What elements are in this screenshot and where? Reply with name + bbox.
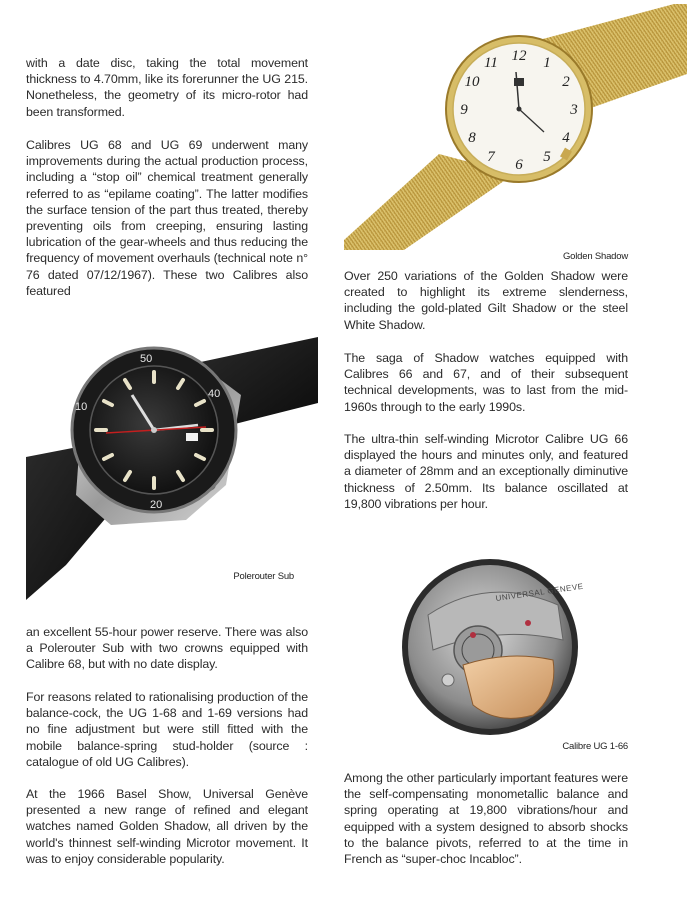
svg-text:40: 40 (208, 388, 221, 400)
right-paragraph-3: The ultra-thin self-winding Microtor Calibre UG 66 displayed the hours and minutes only, and featured a diameter of 28mm and an exceptionally diminutive thickness of 2.50mm. Its balance oscillated at 19,800 vibrations per hour. (344, 432, 628, 511)
right-paragraph-2: The saga of Shadow watches equipped with Calibres 66 and 67, and of their subsequent technical developments, was to last from the mid-1960s through to the early 1990s. (344, 351, 628, 414)
left-paragraph-4: For reasons related to rationalising production of the balance-cock, the UG 1-68 and 1-69 versions had no fine adjustment but were still fitted with the mobile balance-spring stud-holder (source : catalogue of old UG Calibres). (26, 690, 308, 769)
left-paragraph-3: an excellent 55-hour power reserve. There was also a Polerouter Sub with two crowns equipped with Calibre 68, but with no date display. (26, 625, 308, 672)
golden-shadow-photo (344, 4, 687, 250)
svg-text:7: 7 (487, 149, 495, 165)
right-paragraph-4: Among the other particularly important features were the self-compensating monometallic balance and spring operating at 19,800 vibrations/hour and equipped with a system designed to absorb shocks to the balance pivots, referred to at the time in French as “super-choc Incabloc”. (344, 771, 628, 867)
svg-text:8: 8 (468, 130, 476, 146)
polerouter-caption: Polerouter Sub (233, 571, 294, 582)
right-paragraph-1: Over 250 variations of the Golden Shadow were created to highlight its extreme slenderness, including the gold-plated Gilt Shadow or the steel White Shadow. (344, 269, 628, 332)
calibre-caption: Calibre UG 1-66 (562, 741, 628, 752)
golden-shadow-caption: Golden Shadow (562, 251, 628, 262)
left-paragraph-5: At the 1966 Basel Show, Universal Genève presented a new range of refined and elegant watches named Golden Shadow, all driven by the world's thinnest self-winding Microtor movement. It was to enjoy considerable popularity. (26, 787, 308, 866)
svg-text:5: 5 (543, 149, 551, 165)
svg-text:20: 20 (150, 499, 163, 511)
calibre-movement-photo (388, 555, 593, 737)
svg-text:12: 12 (511, 48, 527, 64)
svg-text:4: 4 (562, 130, 570, 146)
svg-text:2: 2 (562, 74, 570, 90)
svg-text:10: 10 (75, 401, 88, 413)
left-paragraph-1: with a date disc, taking the total movement thickness to 4.70mm, like its forerunner the UG 215. Nonetheless, the geometry of its micro-rotor had been transformed. (26, 56, 308, 119)
svg-text:9: 9 (460, 102, 468, 118)
svg-text:50: 50 (140, 353, 153, 365)
svg-text:1: 1 (543, 55, 551, 71)
movement-engraving: UNIVERSAL GENEVE (495, 581, 585, 603)
left-paragraph-2: Calibres UG 68 and UG 69 underwent many improvements during the actual production process, including a “stop oil” chemical treatment generally referred to as “epilame coating”. The latter modifies the surface tension of the part thus treated, thereby preventing oils from creeping, ensuring lasting lubrication of the gear-wheels and thus reducing the frequency of movement overhauls (technical note n° 76 dated 07/12/1967). These two Calibres also featured (26, 138, 308, 298)
svg-text:11: 11 (484, 55, 498, 71)
svg-text:6: 6 (515, 157, 523, 173)
brand-logo-icon (514, 78, 524, 86)
svg-text:3: 3 (570, 102, 578, 118)
svg-text:10: 10 (464, 74, 480, 90)
polerouter-sub-photo (26, 325, 318, 600)
